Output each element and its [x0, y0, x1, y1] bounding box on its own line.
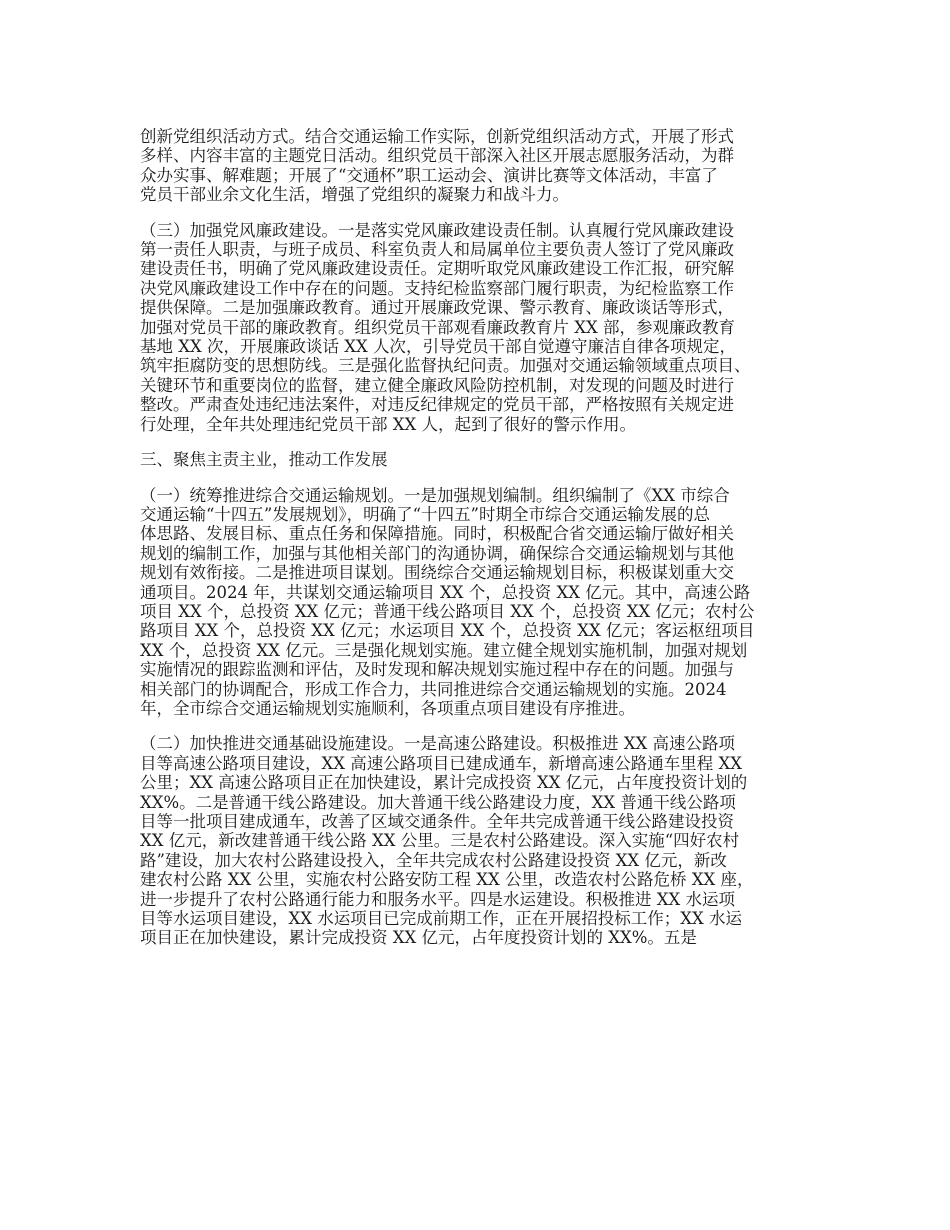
- text-line: 公里；XX 高速公路项目正在加快建设，累计完成投资 XX 亿元，占年度投资计划的: [140, 773, 748, 793]
- text-line: 行处理，全年共处理违纪党员干部 XX 人，起到了很好的警示作用。: [140, 414, 636, 434]
- text-line: 党员干部业余文化生活，增强了党组织的凝聚力和战斗力。: [140, 185, 569, 205]
- text-line: 目等高速公路项目建设，XX 高速公路项目已建成通车，新增高速公路通车里程 XX: [140, 753, 742, 773]
- text-line: 规划有效衔接。二是推进项目谋划。围绕综合交通运输规划目标，积极谋划重大交: [140, 563, 734, 583]
- text-line: 众办实事、解难题；开展了“交通杯”职工运动会、演讲比赛等文体活动，丰富了: [140, 165, 718, 185]
- text-line: 第一责任人职责，与班子成员、科室负责人和局属单位主要负责人签订了党风廉政: [140, 240, 734, 260]
- paragraph: [140, 221, 830, 434]
- text-line: 体思路、发展目标、重点任务和保障措施。同时，积极配合省交通运输厅做好相关: [140, 524, 734, 544]
- text-line: 关键环节和重要岗位的监督，建立健全廉政风险防控机制，对发现的问题及时进行: [140, 375, 734, 395]
- text-line: 建设责任书，明确了党风廉政建设责任。定期听取党风廉政建设工作汇报，研究解: [140, 259, 734, 279]
- text-line: 目等一批项目建成通车，改善了区域交通条件。全年共完成普通干线公路建设投资: [140, 812, 734, 831]
- text-line: 整改。严肃查处违纪违法案件，对违反纪律规定的党员干部，严格按照有关规定进: [140, 395, 734, 415]
- text-line: 规划的编制工作，加强与其他相关部门的沟通协调，确保综合交通运输规划与其他: [140, 543, 734, 563]
- text-line: （二）加快推进交通基础设施建设。一是高速公路建设。积极推进 XX 高速公路项: [140, 734, 735, 754]
- text-line: 路项目 XX 个，总投资 XX 亿元；水运项目 XX 个，总投资 XX 亿元；客运枢纽项目: [140, 621, 755, 641]
- text-line: XX 亿元，新改建普通干线公路 XX 公里。三是农村公路建设。深入实施“四好农村: [140, 831, 740, 851]
- paragraph: [140, 734, 830, 947]
- text-line: 创新党组织活动方式。结合交通运输工作实际，创新党组织活动方式，开展了形式: [140, 127, 734, 146]
- text-line: 多样、内容丰富的主题党日活动。组织党员干部深入社区开展志愿服务活动，为群: [140, 146, 734, 166]
- text-line: XX%。二是普通干线公路建设。加大普通干线公路建设力度，XX 普通干线公路项: [140, 792, 736, 812]
- text-line: 筑牢拒腐防变的思想防线。三是强化监督执纪问责。加强对交通运输领域重点项目、: [140, 356, 751, 376]
- text-line: 路”建设，加大农村公路建设投入，全年共完成农村公路建设投资 XX 亿元，新改: [140, 850, 727, 870]
- document-body: [140, 127, 830, 964]
- text-line: 项目正在加快建设，累计完成投资 XX 亿元，占年度投资计划的 XX%。五是: [140, 928, 697, 948]
- paragraph: [140, 127, 830, 205]
- text-line: （一）统筹推进综合交通运输规划。一是加强规划编制。组织编制了《XX 市综合: [140, 485, 730, 505]
- text-line: 通项目。2024 年，共谋划交通运输项目 XX 个，总投资 XX 亿元。其中，高速公路: [140, 582, 751, 602]
- text-line: 三、聚焦主责主业，推动工作发展: [140, 450, 388, 470]
- text-line: 决党风廉政建设工作中存在的问题。支持纪检监察部门履行职责，为纪检监察工作: [140, 278, 734, 298]
- text-line: XX 个，总投资 XX 亿元。三是强化规划实施。建立健全规划实施机制，加强对规划: [140, 640, 748, 660]
- text-line: 项目 XX 个，总投资 XX 亿元；普通干线公路项目 XX 个，总投资 XX 亿元；农村公: [140, 601, 755, 621]
- paragraph: [140, 450, 830, 469]
- text-line: 实施情况的跟踪监测和评估，及时发现和解决规划实施过程中存在的问题。加强与: [140, 660, 734, 680]
- text-line: 相关部门的协调配合，形成工作合力，共同推进综合交通运输规划的实施。2024: [140, 679, 727, 699]
- text-line: 加强对党员干部的廉政教育。组织党员干部观看廉政教育片 XX 部，参观廉政教育: [140, 317, 735, 337]
- paragraph: [140, 486, 830, 719]
- text-line: 目等水运项目建设，XX 水运项目已完成前期工作，正在开展招投标工作；XX 水运: [140, 909, 742, 929]
- text-line: 提供保障。二是加强廉政教育。通过开展廉政党课、警示教育、廉政谈话等形式，: [140, 298, 734, 318]
- text-line: 进一步提升了农村公路通行能力和服务水平。四是水运建设。积极推进 XX 水运项: [140, 889, 735, 909]
- text-line: 交通运输“十四五”发展规划》，明确了“十四五”时期全市综合交通运输发展的总: [140, 504, 710, 524]
- text-line: 建农村公路 XX 公里，实施农村公路安防工程 XX 公里，改造农村公路危桥 XX 座，: [140, 870, 754, 890]
- text-line: （三）加强党风廉政建设。一是落实党风廉政建设责任制。认真履行党风廉政建设: [140, 220, 734, 240]
- text-line: 基地 XX 次，开展廉政谈话 XX 人次，引导党员干部自觉遵守廉洁自律各项规定，: [140, 337, 736, 357]
- text-line: 年，全市综合交通运输规划实施顺利，各项重点项目建设有序推进。: [140, 698, 635, 718]
